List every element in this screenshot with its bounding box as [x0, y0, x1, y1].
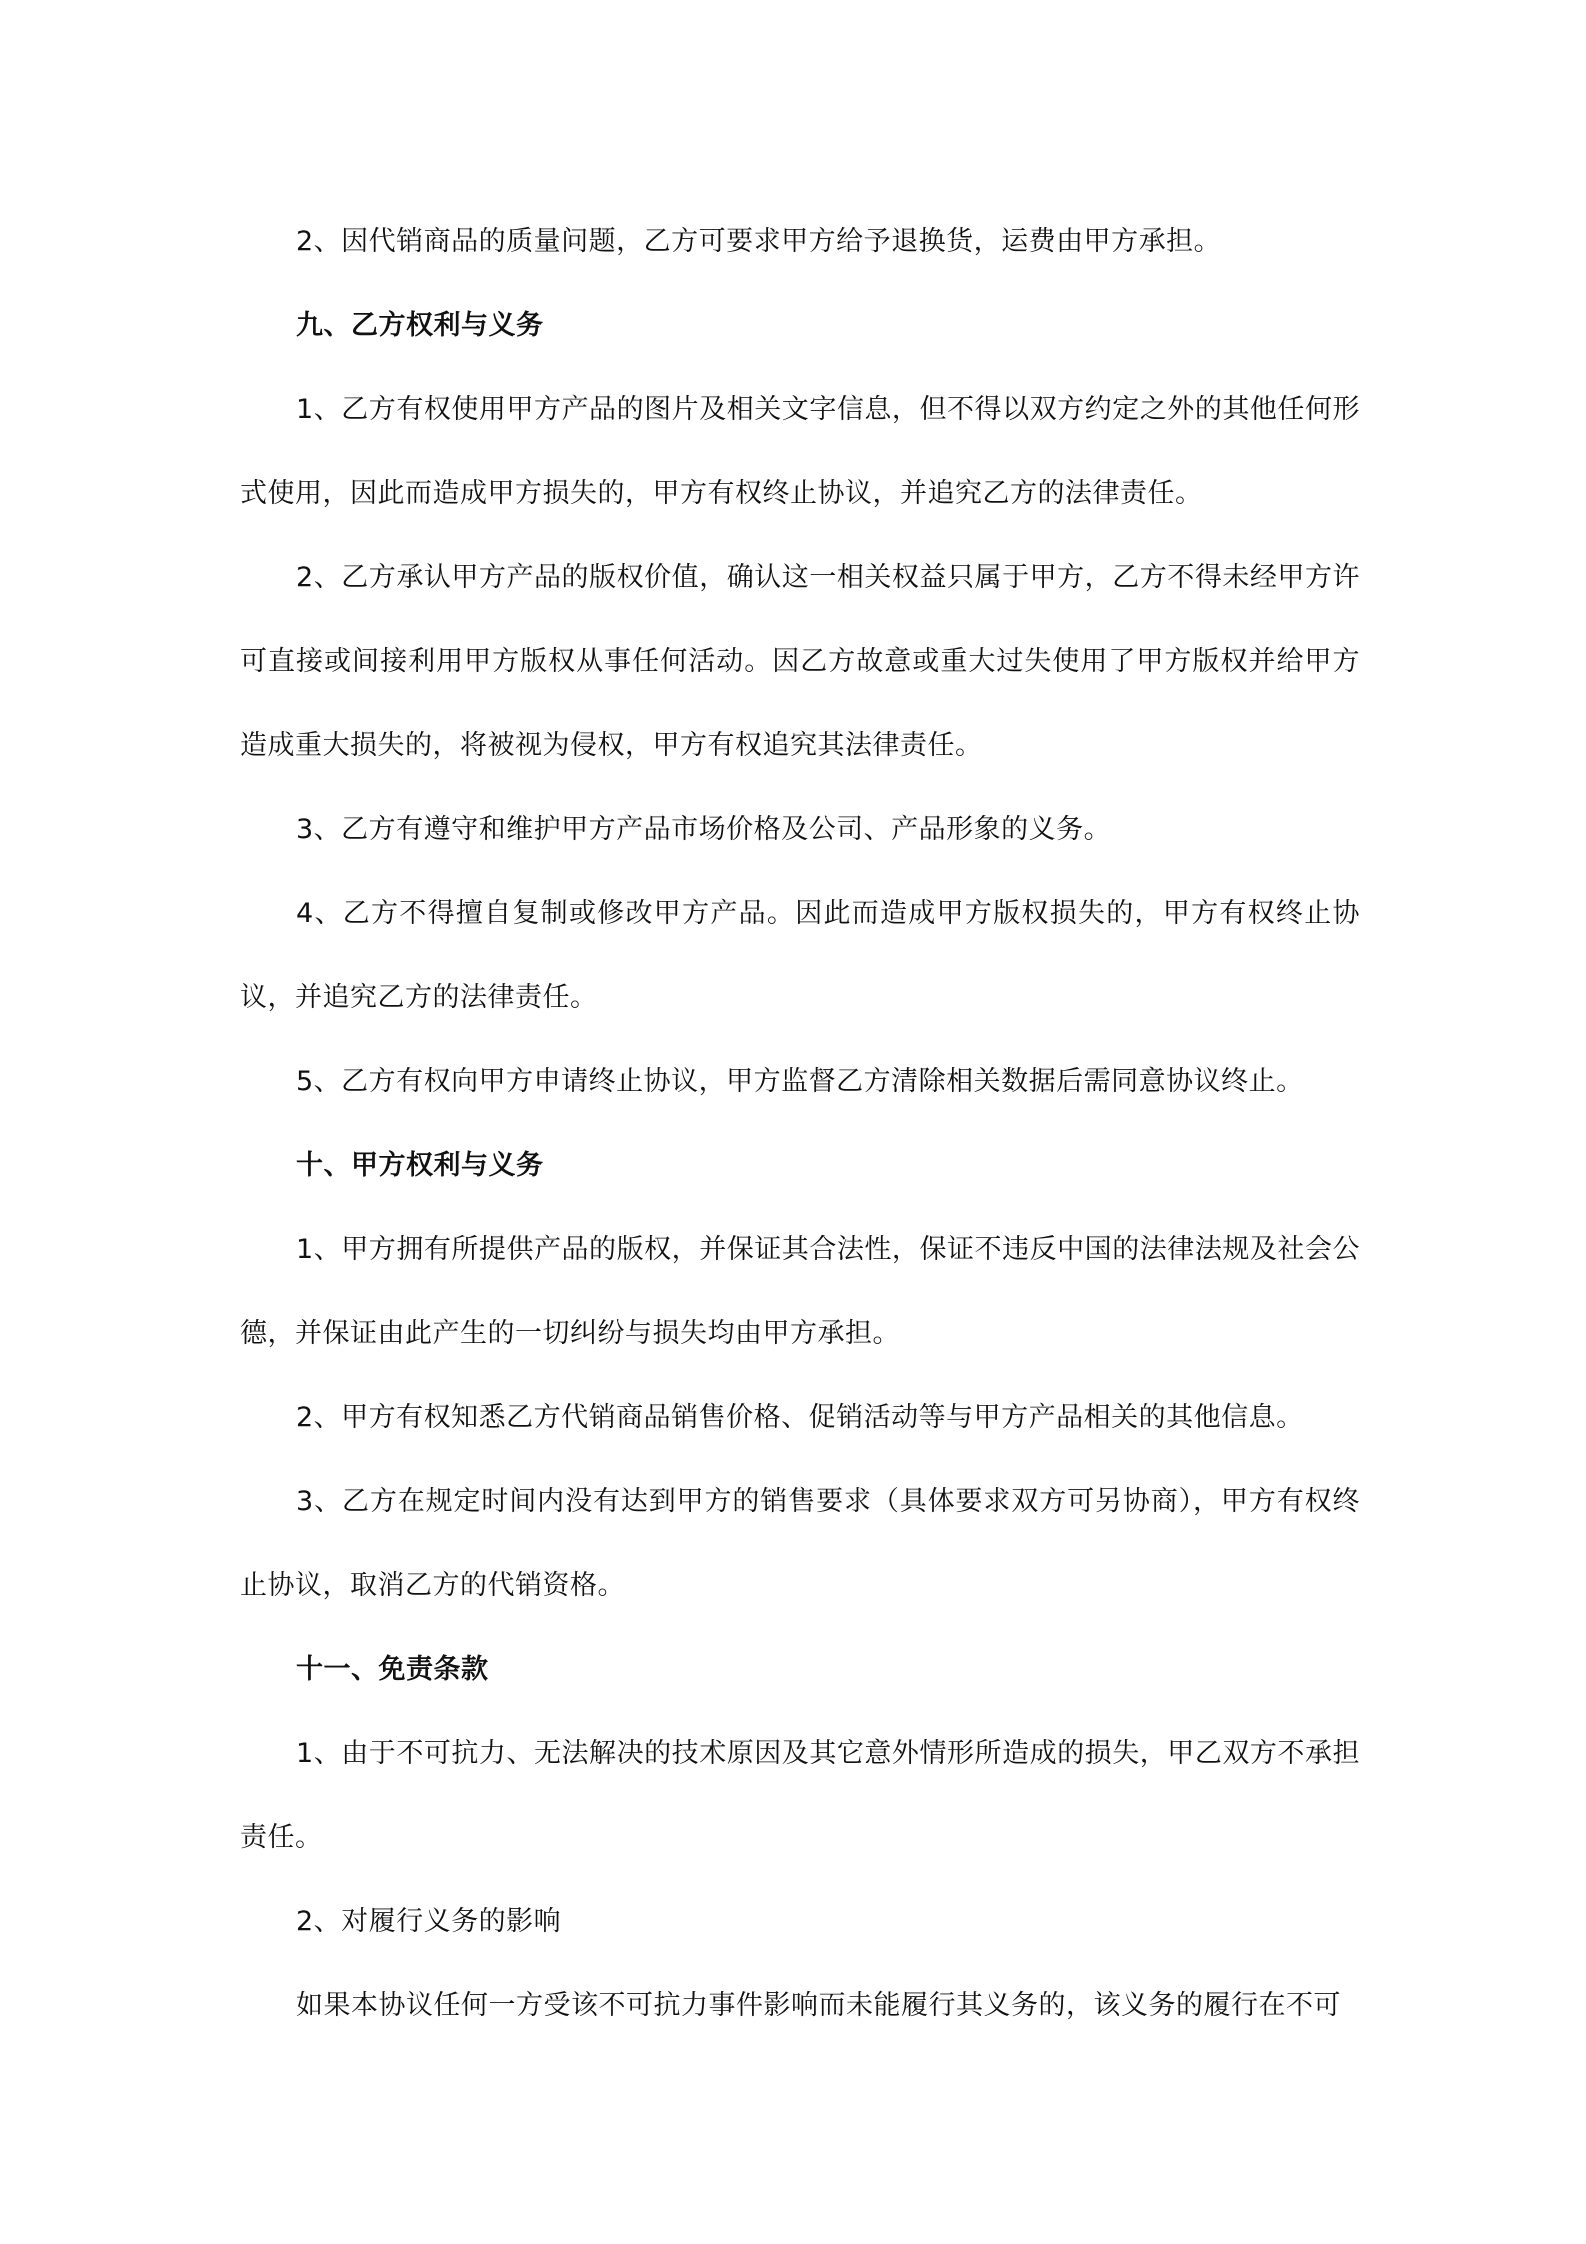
section-heading-11: 十一、免责条款 [296, 1654, 489, 1685]
paragraph-9-3: 3、乙方有遵守和维护甲方产品市场价格及公司、产品形象的义务。 [296, 814, 1112, 845]
paragraph-10-2: 2、甲方有权知悉乙方代销商品销售价格、促销活动等与甲方产品相关的其他信息。 [296, 1402, 1304, 1433]
paragraph-9-5: 5、乙方有权向甲方申请终止协议，甲方监督乙方清除相关数据后需同意协议终止。 [296, 1066, 1304, 1097]
paragraph-11-2: 2、对履行义务的影响 [296, 1906, 562, 1937]
paragraph-9-2: 2、乙方承认甲方产品的版权价值，确认这一相关权益只属于甲方，乙方不得未经甲方许可直接或间接利用甲方版权从事任何活动。因乙方故意或重大过失使用了甲方版权并给甲方造成重大损失的，将被视为侵权，甲方有权追究其法律责任。 [240, 562, 1360, 761]
paragraph-10-1: 1、甲方拥有所提供产品的版权，并保证其合法性，保证不违反中国的法律法规及社会公德，并保证由此产生的一切纠纷与损失均由甲方承担。 [240, 1234, 1360, 1349]
section-heading-10: 十、甲方权利与义务 [296, 1150, 544, 1181]
paragraph-9-4: 4、乙方不得擅自复制或修改甲方产品。因此而造成甲方版权损失的，甲方有权终止协议，并追究乙方的法律责任。 [240, 898, 1360, 1013]
paragraph-11-1: 1、由于不可抗力、无法解决的技术原因及其它意外情形所造成的损失，甲乙双方不承担责任。 [240, 1738, 1360, 1853]
paragraph-2-return-exchange: 2、因代销商品的质量问题，乙方可要求甲方给予退换货，运费由甲方承担。 [296, 226, 1222, 257]
paragraph-11-2-detail: 如果本协议任何一方受该不可抗力事件影响而未能履行其义务的，该义务的履行在不可 [296, 1990, 1341, 2021]
document-body [240, 200, 1360, 2048]
paragraph-9-1: 1、乙方有权使用甲方产品的图片及相关文字信息，但不得以双方约定之外的其他任何形式使用，因此而造成甲方损失的，甲方有权终止协议，并追究乙方的法律责任。 [240, 394, 1360, 509]
paragraph-10-3: 3、乙方在规定时间内没有达到甲方的销售要求（具体要求双方可另协商），甲方有权终止协议，取消乙方的代销资格。 [240, 1486, 1360, 1601]
section-heading-9: 九、乙方权利与义务 [296, 310, 544, 341]
